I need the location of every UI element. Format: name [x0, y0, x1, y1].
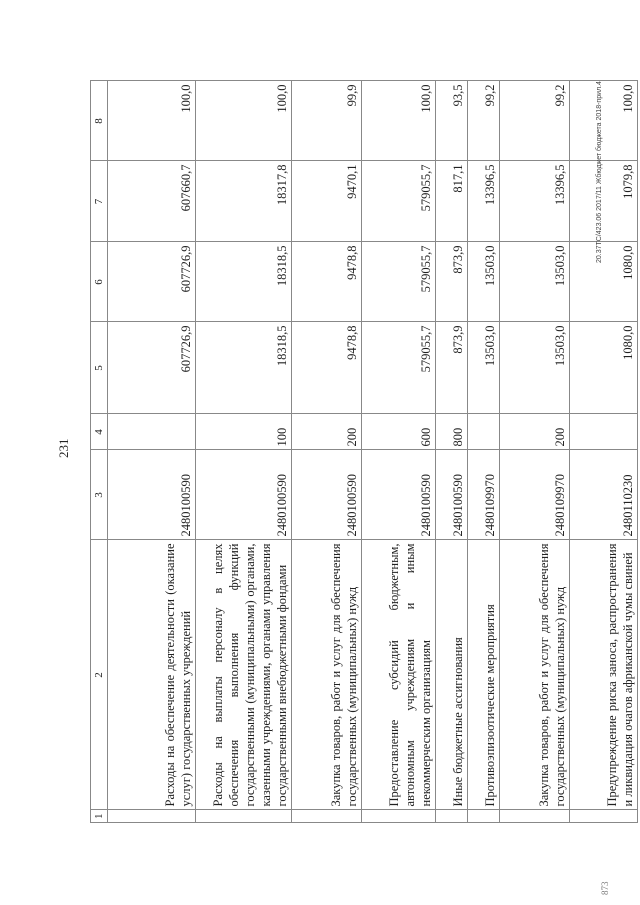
code-cell: 2480100590	[436, 450, 468, 540]
description-cell: Закупка товаров, работ и услуг для обеспечения государственных (муниципальных) нужд	[500, 540, 570, 810]
approved-amount-cell: 579055,7	[362, 322, 436, 414]
executed-amount-cell: 13396,5	[500, 161, 570, 242]
expense-type-cell: 600	[362, 414, 436, 450]
budget-amount-cell: 579055,7	[362, 242, 436, 322]
row-index-cell	[570, 810, 638, 823]
description-cell: Иные бюджетные ассигнования	[436, 540, 468, 810]
description-cell: Расходы на обеспечение деятельности (оказание услуг) государственных учреждений	[108, 540, 196, 810]
percent-cell: 100,0	[196, 81, 292, 161]
budget-amount-cell: 873,9	[436, 242, 468, 322]
header-cell: 8	[91, 81, 108, 161]
percent-cell: 100,0	[570, 81, 638, 161]
table-row	[468, 81, 500, 823]
code-cell: 2480109970	[468, 450, 500, 540]
approved-amount-cell: 1080,0	[570, 322, 638, 414]
code-cell: 2480100590	[196, 450, 292, 540]
rotated-page	[56, 63, 635, 895]
description-cell: Противоэпизоотические мероприятия	[468, 540, 500, 810]
table-row	[570, 81, 638, 823]
percent-cell: 99,2	[500, 81, 570, 161]
header-cell: 4	[91, 414, 108, 450]
table-row	[292, 81, 362, 823]
header-row	[91, 81, 108, 823]
header-cell: 6	[91, 242, 108, 322]
executed-amount-cell: 1079,8	[570, 161, 638, 242]
budget-amount-cell: 18318,5	[196, 242, 292, 322]
budget-amount-cell: 9478,8	[292, 242, 362, 322]
expense-type-cell	[108, 414, 196, 450]
expense-type-cell: 800	[436, 414, 468, 450]
budget-amount-cell: 13503,0	[500, 242, 570, 322]
code-cell: 2480110230	[570, 450, 638, 540]
budget-table	[90, 81, 638, 824]
description-cell: Предупреждение риска заноса, распространения и ликвидация очагов африканской чумы свиней	[570, 540, 638, 810]
percent-cell: 93,5	[436, 81, 468, 161]
code-cell: 2480100590	[108, 450, 196, 540]
table-row	[196, 81, 292, 823]
executed-amount-cell: 817,1	[436, 161, 468, 242]
row-index-cell	[468, 810, 500, 823]
executed-amount-cell: 579055,7	[362, 161, 436, 242]
row-index-cell	[500, 810, 570, 823]
header-cell: 2	[91, 540, 108, 810]
expense-type-cell: 200	[292, 414, 362, 450]
table-row	[362, 81, 436, 823]
margin-mark: 873	[600, 881, 610, 895]
header-cell: 7	[91, 161, 108, 242]
description-cell: Закупка товаров, работ и услуг для обеспечения государственных (муниципальных) нужд	[292, 540, 362, 810]
row-index-cell	[196, 810, 292, 823]
approved-amount-cell: 13503,0	[468, 322, 500, 414]
code-cell: 2480100590	[362, 450, 436, 540]
header-cell: 3	[91, 450, 108, 540]
header-cell: 1	[91, 810, 108, 823]
percent-cell: 100,0	[362, 81, 436, 161]
page-number: 231	[56, 438, 71, 458]
approved-amount-cell: 607726,9	[108, 322, 196, 414]
approved-amount-cell: 873,9	[436, 322, 468, 414]
approved-amount-cell: 13503,0	[500, 322, 570, 414]
budget-amount-cell: 1080,0	[570, 242, 638, 322]
code-cell: 2480100590	[292, 450, 362, 540]
percent-cell: 99,2	[468, 81, 500, 161]
table-row	[436, 81, 468, 823]
budget-amount-cell: 607726,9	[108, 242, 196, 322]
description-cell: Расходы на выплаты персоналу в целях обеспечения выполнения функций государственными (муниципальными) органами, казенными учреждениями, органами управления государственными внебюджетными фондами	[196, 540, 292, 810]
expense-type-cell	[468, 414, 500, 450]
percent-cell: 100,0	[108, 81, 196, 161]
executed-amount-cell: 13396,5	[468, 161, 500, 242]
footer-stamp: 20.37ТС/423.06 2017/11 Жбюджет бюджета 2018-прил.4	[596, 81, 603, 263]
row-index-cell	[292, 810, 362, 823]
executed-amount-cell: 18317,8	[196, 161, 292, 242]
header-cell: 5	[91, 322, 108, 414]
expense-type-cell	[570, 414, 638, 450]
row-index-cell	[108, 810, 196, 823]
table-row	[500, 81, 570, 823]
approved-amount-cell: 9478,8	[292, 322, 362, 414]
expense-type-cell: 100	[196, 414, 292, 450]
executed-amount-cell: 607660,7	[108, 161, 196, 242]
budget-amount-cell: 13503,0	[468, 242, 500, 322]
percent-cell: 99,9	[292, 81, 362, 161]
row-index-cell	[436, 810, 468, 823]
expense-type-cell: 200	[500, 414, 570, 450]
code-cell: 2480109970	[500, 450, 570, 540]
description-cell: Предоставление субсидий бюджетным, автономным учреждениям и иным некоммерческим организациям	[362, 540, 436, 810]
approved-amount-cell: 18318,5	[196, 322, 292, 414]
row-index-cell	[362, 810, 436, 823]
table-row	[108, 81, 196, 823]
executed-amount-cell: 9470,1	[292, 161, 362, 242]
